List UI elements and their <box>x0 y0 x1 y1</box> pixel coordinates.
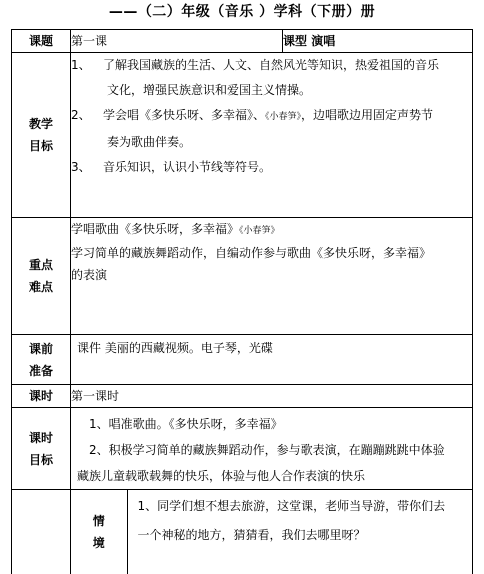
lesson-plan-table <box>11 29 473 574</box>
process-text: 1、同学们想不想去旅游，这堂课，老师当导游，带你们去 一个神秘的地方，猜猜看，我们去哪里呀？ <box>127 490 472 574</box>
lesson-hours-label: 课时 <box>12 385 71 408</box>
preparation-label: 课前 准备 <box>12 335 71 385</box>
preparation-row <box>12 335 473 385</box>
lesson-goals-content: 1、唱准歌曲。《多快乐呀，多幸福》 2、积极学习简单的藏族舞蹈动作，参与歌表演，在蹦蹦跳跳中体验 藏族儿童载歌载舞的快乐，体验与他人合作表演的快乐 <box>71 408 473 490</box>
objectives-row <box>12 53 473 218</box>
lesson-type <box>283 30 473 53</box>
process-side-label: 情 境 <box>71 490 127 574</box>
lesson-type-value: 演唱 <box>311 34 335 48</box>
process-inner-table <box>71 490 472 574</box>
process-row <box>12 490 473 574</box>
lesson-hours-value: 第一课时 <box>71 385 473 408</box>
process-blank-cell <box>12 490 71 574</box>
objectives-label: 教学 目标 <box>12 53 71 218</box>
lesson-goals-row <box>12 408 473 490</box>
key-points-row <box>12 218 473 335</box>
objective-item: 2、 学会唱《多快乐呀、多幸福》、《小春笋》，边唱歌边用固定声势节 奏为歌曲伴奏。 <box>71 103 472 155</box>
objectives-content <box>71 53 473 218</box>
topic-row <box>12 30 473 53</box>
preparation-value: 课件 美丽的西藏视频。电子琴，光碟 <box>71 335 473 385</box>
key-points-label: 重点 难点 <box>12 218 71 335</box>
objective-item: 3、 音乐知识，认识小节线等符号。 <box>71 155 472 180</box>
objective-item: 1、 了解我国藏族的生活、人文、自然风光等知识，热爱祖国的音乐 文化，增强民族意识和爱国主义情操。 <box>71 53 472 103</box>
lesson-hours-row <box>12 385 473 408</box>
document-title: ——（二）年级（音乐 ）学科（下册）册 <box>0 3 484 21</box>
lesson-type-label: 课型 <box>283 34 307 48</box>
process-content <box>71 490 473 574</box>
lesson-goals-label: 课时 目标 <box>12 408 71 490</box>
topic-value: 第一课 <box>71 30 283 53</box>
key-points-content: 学唱歌曲《多快乐呀，多幸福》《小春笋》 学习简单的藏族舞蹈动作，自编动作参与歌曲《多快乐呀，多幸福》 的表演 <box>71 218 473 335</box>
topic-label: 课题 <box>12 30 71 53</box>
